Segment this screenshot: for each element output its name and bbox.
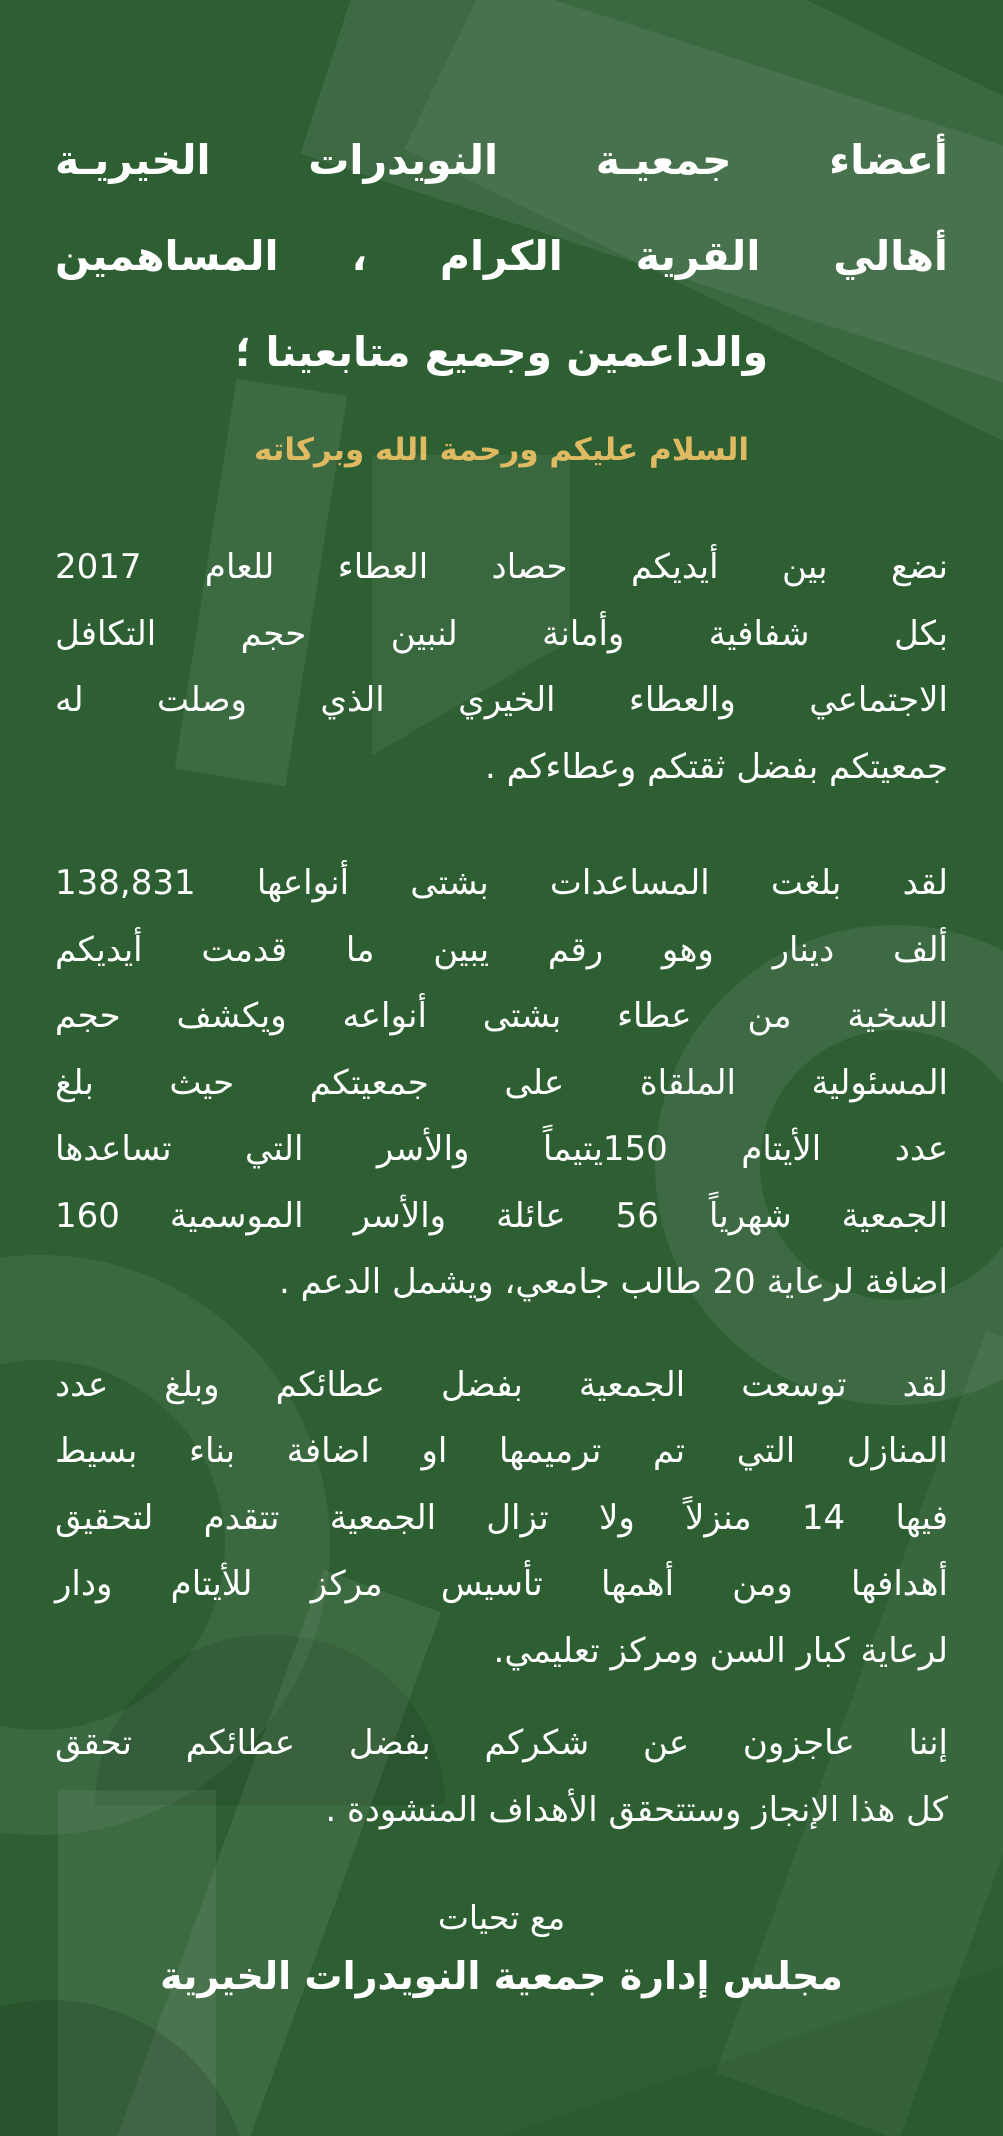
body-line: كل هذا الإنجاز وستتحقق الأهداف المنشودة . xyxy=(325,1789,948,1830)
paragraph-thanks xyxy=(55,1710,948,1843)
body-line: اضافة لرعاية 20 طالب جامعي، ويشمل الدعم . xyxy=(279,1262,948,1302)
paragraph-aid-figures xyxy=(55,850,948,1316)
body-line: جمعيتكم بفضل ثقتكم وعطاءكم . xyxy=(484,746,948,787)
body-line: الاجتماعي والعطاء الخيري الذي وصلت له xyxy=(55,680,948,720)
board-signature: مجلس إدارة جمعية النويدرات الخيرية xyxy=(160,1954,843,1998)
body-line: نضع بين أيديكم حصاد العطاء للعام 2017 xyxy=(55,547,948,587)
body-line: الجمعية شهرياً 56 عائلة والأسر الموسمية 160 xyxy=(55,1195,948,1236)
body-line: إننا عاجزون عن شكركم بفضل عطائكم تحقق xyxy=(55,1723,948,1763)
body-line: عدد الأيتام 150يتيماً والأسر التي تساعدها xyxy=(55,1129,949,1169)
body-line: لقد توسعت الجمعية بفضل عطائكم وبلغ عدد xyxy=(55,1364,948,1405)
heading-line: أهالي القرية الكرام ، المساهمين xyxy=(55,232,948,280)
heading-line: والداعمين وجميع متابعينا ؛ xyxy=(234,328,769,376)
heading-line: أعضاء جمعيـة النويدرات الخيريـة xyxy=(55,136,948,184)
body-line: السخية من عطاء بشتى أنواعه ويكشف حجم xyxy=(55,996,948,1036)
paragraph-expansion xyxy=(55,1352,948,1685)
regards-text: مع تحيات xyxy=(437,1898,566,1937)
body-line: المنازل التي تم ترميمها او اضافة بناء بسيط xyxy=(55,1431,948,1471)
body-line: لقد بلغت المساعدات بشتى أنواعها 138,831 xyxy=(55,863,948,903)
body-line: لرعاية كبار السن ومركز تعليمي. xyxy=(493,1630,948,1671)
page-title xyxy=(55,112,948,400)
body-line: ألف دينار وهو رقم يبين ما قدمت أيديكم xyxy=(55,929,948,970)
body-line: المسئولية الملقاة على جمعيتكم حيث بلغ xyxy=(55,1062,948,1103)
body-line: فيها 14 منزلاً ولا تزال الجمعية تتقدم لتحقيق xyxy=(55,1497,948,1538)
salam-greeting: السلام عليكم ورحمة الله وبركاته xyxy=(253,432,750,468)
body-line: أهدافها ومن أهمها تأسيس مركز للأيتام ودار xyxy=(55,1564,948,1604)
body-line: بكل شفافية وأمانة لنبين حجم التكافل xyxy=(55,613,948,654)
paragraph-intro xyxy=(55,534,948,800)
